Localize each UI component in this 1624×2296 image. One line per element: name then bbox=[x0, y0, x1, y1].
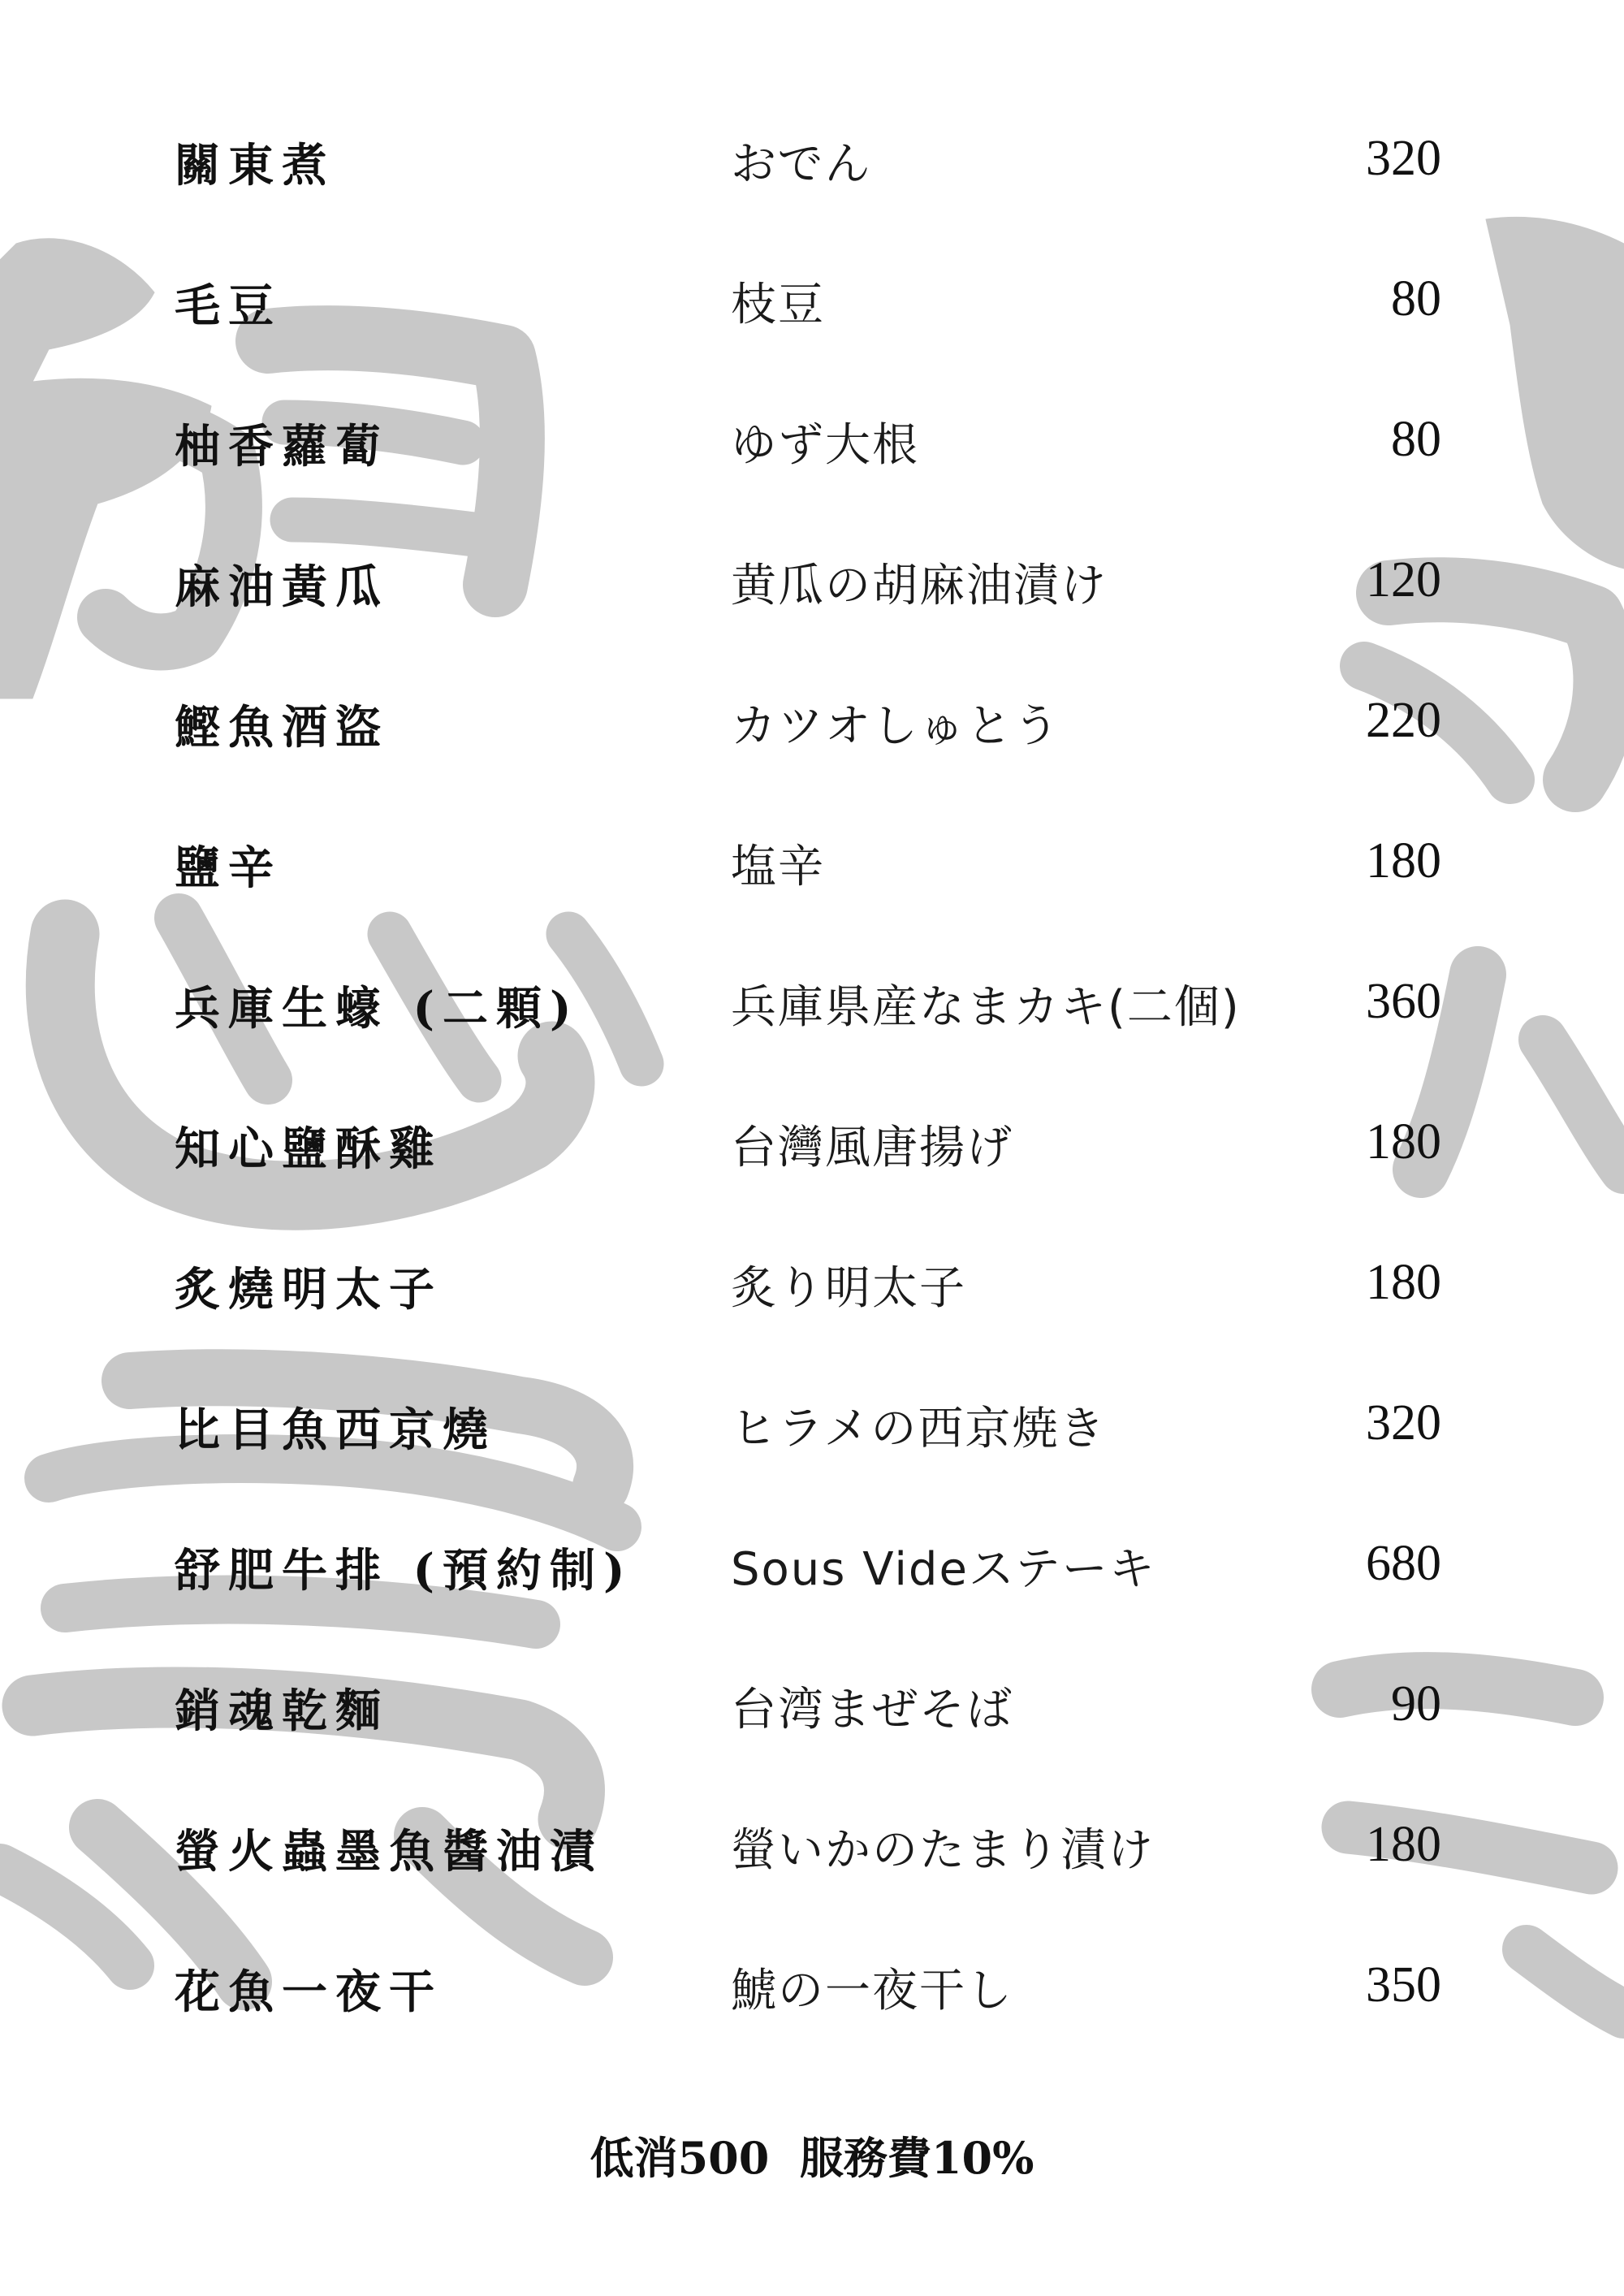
dish-name-japanese: 螢いかのたまり漬け bbox=[731, 1824, 1155, 1877]
dish-name-japanese: ゆず大根 bbox=[731, 419, 919, 472]
dish-name-japanese: 枝豆 bbox=[731, 279, 825, 331]
dish-name-chinese: 舒肥牛排 (預約制) bbox=[175, 1544, 633, 1598]
dish-price: 120 bbox=[1366, 552, 1441, 608]
dish-name-japanese: Sous Videステーキ bbox=[731, 1543, 1156, 1596]
dish-name-japanese: おでん bbox=[731, 138, 872, 191]
dish-price: 680 bbox=[1366, 1536, 1441, 1591]
dish-name-chinese: 柚香蘿蔔 bbox=[175, 420, 389, 473]
menu-item bbox=[0, 527, 1624, 668]
menu-item bbox=[0, 1511, 1624, 1651]
dish-name-japanese: カツオしゅとう bbox=[731, 700, 1060, 753]
dish-name-chinese: 關東煮 bbox=[175, 139, 335, 192]
dish-price: 320 bbox=[1366, 131, 1441, 186]
dish-name-chinese: 知心鹽酥雞 bbox=[175, 1122, 443, 1176]
dish-price: 80 bbox=[1391, 412, 1441, 467]
menu-list bbox=[0, 106, 1624, 2073]
menu-item bbox=[0, 1651, 1624, 1792]
menu-item bbox=[0, 246, 1624, 387]
menu-item bbox=[0, 106, 1624, 246]
dish-name-japanese: 台灣風唐揚げ bbox=[731, 1122, 1013, 1174]
menu-item bbox=[0, 1089, 1624, 1230]
menu-item bbox=[0, 1370, 1624, 1511]
dish-name-japanese: 黄瓜の胡麻油漬け bbox=[731, 560, 1108, 612]
dish-name-japanese: 兵庫県産なまカキ(二個) bbox=[731, 981, 1241, 1034]
menu-item bbox=[0, 1932, 1624, 2073]
dish-name-chinese: 毛豆 bbox=[175, 279, 282, 333]
dish-name-chinese: 花魚一夜干 bbox=[175, 1965, 443, 2019]
dish-name-chinese: 鹽辛 bbox=[175, 841, 282, 895]
dish-name-chinese: 兵庫生蠔 (二顆) bbox=[175, 982, 580, 1036]
menu-item bbox=[0, 808, 1624, 949]
dish-price: 360 bbox=[1366, 974, 1441, 1029]
dish-name-japanese: 台湾まぜそば bbox=[731, 1684, 1013, 1736]
dish-price: 180 bbox=[1366, 1114, 1441, 1170]
dish-price: 180 bbox=[1366, 1817, 1441, 1872]
dish-name-chinese: 螢火蟲墨魚醬油漬 bbox=[175, 1825, 603, 1879]
dish-name-japanese: 鯱の一夜干し bbox=[731, 1965, 1013, 2017]
dish-price: 80 bbox=[1391, 271, 1441, 326]
dish-name-japanese: 塩辛 bbox=[731, 841, 825, 893]
menu-item bbox=[0, 387, 1624, 527]
menu-item bbox=[0, 668, 1624, 808]
dish-price: 220 bbox=[1366, 693, 1441, 748]
dish-price: 180 bbox=[1366, 833, 1441, 889]
menu-item bbox=[0, 949, 1624, 1089]
dish-name-japanese: ヒラメの西京焼き bbox=[731, 1403, 1107, 1455]
dish-name-chinese: 麻油黃瓜 bbox=[175, 560, 389, 614]
dish-price: 180 bbox=[1366, 1255, 1441, 1310]
menu-item bbox=[0, 1230, 1624, 1370]
dish-name-chinese: 炙燒明太子 bbox=[175, 1263, 443, 1317]
minimum-charge-service-fee-note: 低消500 服務費10% bbox=[590, 2132, 1034, 2184]
dish-name-chinese: 銷魂乾麵 bbox=[175, 1684, 389, 1738]
dish-price: 320 bbox=[1366, 1395, 1441, 1451]
dish-name-japanese: 炙り明太子 bbox=[731, 1262, 966, 1315]
dish-name-chinese: 鰹魚酒盜 bbox=[175, 701, 389, 755]
dish-price: 90 bbox=[1391, 1676, 1441, 1732]
menu-item bbox=[0, 1792, 1624, 1932]
dish-name-chinese: 比目魚西京燒 bbox=[175, 1403, 496, 1457]
dish-price: 350 bbox=[1366, 1957, 1441, 2013]
